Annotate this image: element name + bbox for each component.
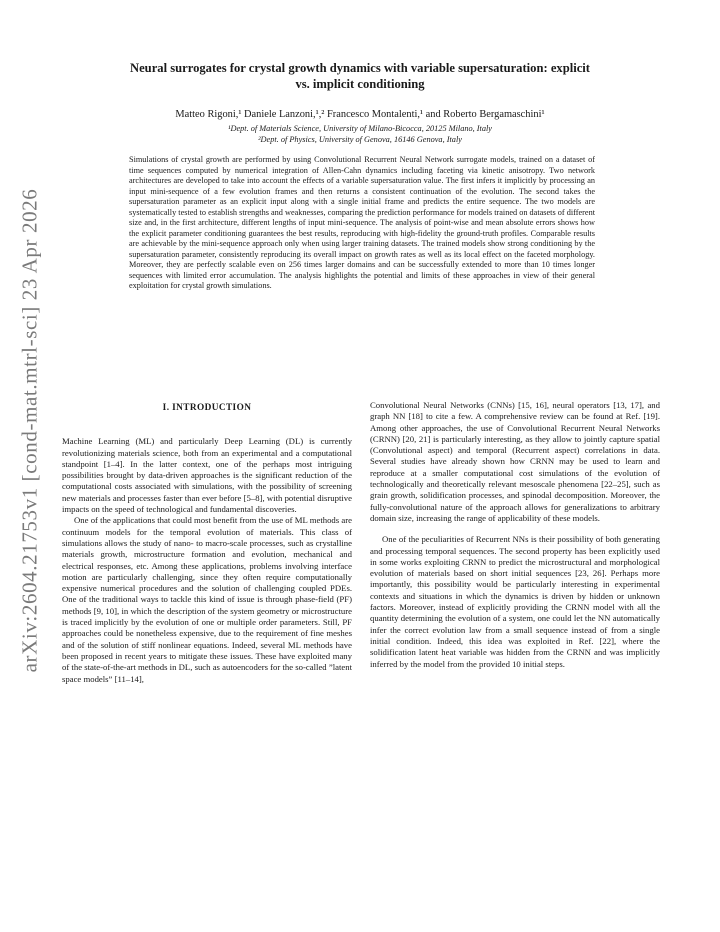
section-heading-introduction: I. INTRODUCTION <box>162 403 252 413</box>
affiliation-1: ¹Dept. of Materials Science, University of Milano-Bicocca, 20125 Milano, Italy <box>227 124 492 133</box>
intro-paragraph-2: One of the applications that could most benefit from the use of ML methods are continuum models for the temporal evolution of materials. This class of simulations allows the study of nano- to macro-scale processes, such as crystalline materials growth, microstructure formation and evolution, mechanical and electrical responses, etc. Among these applications, problems involving interface motion are particularly challenging, since they often require computationally expensive numerical procedures and the solution of challenging coupled PDEs. One of the traditional ways to tackle this kind of issue is through phase-field (PF) methods [9, 10], in which the description of the system geometry or microstructure is traced implicitly by the evolution of one or multiple order parameters. Still, PF approaches could be nonetheless expensive, due to the requirement of fine meshes and of the solution of stiff nonlinear equations. Indeed, several ML methods have been proposed in recent years to mitigate these issues. These have exploited many of the state-of-the-art methods in DL, such as autoencoders for the so-called ”latent space models” [11–14], <box>62 515 352 684</box>
arxiv-identifier: arXiv:2604.21753v1 [cond-mat.mtrl-sci] 23 Apr 2026 <box>17 188 42 672</box>
arxiv-side-stamp <box>10 150 50 710</box>
intro-paragraph-3: Convolutional Neural Networks (CNNs) [15, 16], neural operators [13, 17], and graph NN [18] to cite a few. A comprehensive review can be found at Ref. [19]. Among other approaches, the use of Convolutional Recurrent Neural Networks (CRNN) [20, 21] is particularly interesting, as they allow to jointly capture spatial (Convolutional aspect) and temporal (Recurrent aspect) correlations in data. Several studies have already shown how CRNN may be used to learn and reproduce at a smaller computational cost simulations of the evolution of technologically and theoretically relevant mesoscale phenomena [22–25], such as grain growth, solidification processes, and spinodal decomposition. Moreover, the fully-convolutional nature of the approach allows for generalizations to arbitrary domain size, increasing the range of applicability of these models. <box>370 400 660 523</box>
left-column <box>62 400 352 685</box>
author-list: Matteo Rigoni,¹ Daniele Lanzoni,¹,² Francesco Montalenti,¹ and Roberto Bergamaschini¹ <box>175 109 545 120</box>
affiliation-2: ²Dept. of Physics, University of Genova, 16146 Genova, Italy <box>258 135 462 144</box>
intro-paragraph-4: One of the peculiarities of Recurrent NNs is their possibility of both generating and processing temporal sequences. The second property has been explicitly used in some works exploiting CRNN to predict the microstructural and morphological evolution of materials based on short initial sequences [23, 26]. Perhaps more importantly, this possibility would be particularly interesting in experimental contexts and situations in which the dynamics is driven by hidden or unknown factors. Moreover, instead of explicitly providing the CRNN model with all the quantity determining the evolution of a system, one could let the NN automatically infer the correct evolution law from a small sequence instead of from a single initial condition. Indeed, this idea was exploited in Ref. [22], where the solidification latent heat variable was hidden from the CRNN and was implicitly inferred by the model from the provided 10 initial steps. <box>370 534 660 669</box>
paper-title <box>62 60 658 92</box>
intro-paragraph-1: Machine Learning (ML) and particularly Deep Learning (DL) is currently revolutionizing materials science, both from an experimental and a computational standpoint [1–4]. In the latter context, one of the perhaps most intriguing possibilities brought by data-driven approaches is the significant reduction of the computational costs associated with simulations, with the possibility of screening new materials and processes faster than ever before [5–8], with potential disruptive impacts on the speed of technological and fundamental discoveries. <box>62 436 352 515</box>
paper-title-line-1: Neural surrogates for crystal growth dynamics with variable supersaturation: explicit <box>130 61 590 75</box>
right-column <box>370 400 660 670</box>
paper-title-line-2: vs. implicit conditioning <box>295 77 425 91</box>
abstract: Simulations of crystal growth are performed by using Convolutional Recurrent Neural Network surrogate models, trained on a dataset of time sequences computed by numerical integration of Allen-Cahn dynamics including faceting via kinetic anisotropy. Two network architectures are developed to take into account the effects of a variable supersaturation value. The first infers it implicitly by processing an input mini-sequence of a few evolution frames and then returns a consistent continuation of the evolution. The second takes the supersaturation parameter as an explicit input along with a single initial frame and predicts the entire sequence. The two models are systematically tested to establish strengths and weaknesses, comparing the prediction performance for models trained on datasets of different size and, in the first architecture, different lengths of input mini-sequence. The analysis of point-wise and mean absolute errors shows how the explicit parameter conditioning guarantees the best results, reproducing with high-fidelity the ground-truth profiles. Comparable results are achievable by the mini-sequence approach only when using larger training datasets. The trained models show strong conditioning by the supersaturation parameter, consistently reproducing its overall impact on growth rates as well as its local effect on the faceted morphology. Moreover, they are perfectly scalable even on 256 times larger domains and can be successfully extended to more than 10 times longer sequences with limited error accumulation. The analysis highlights the potential and limits of these approaches in view of their general exploitation for crystal growth simulations. <box>129 155 595 290</box>
